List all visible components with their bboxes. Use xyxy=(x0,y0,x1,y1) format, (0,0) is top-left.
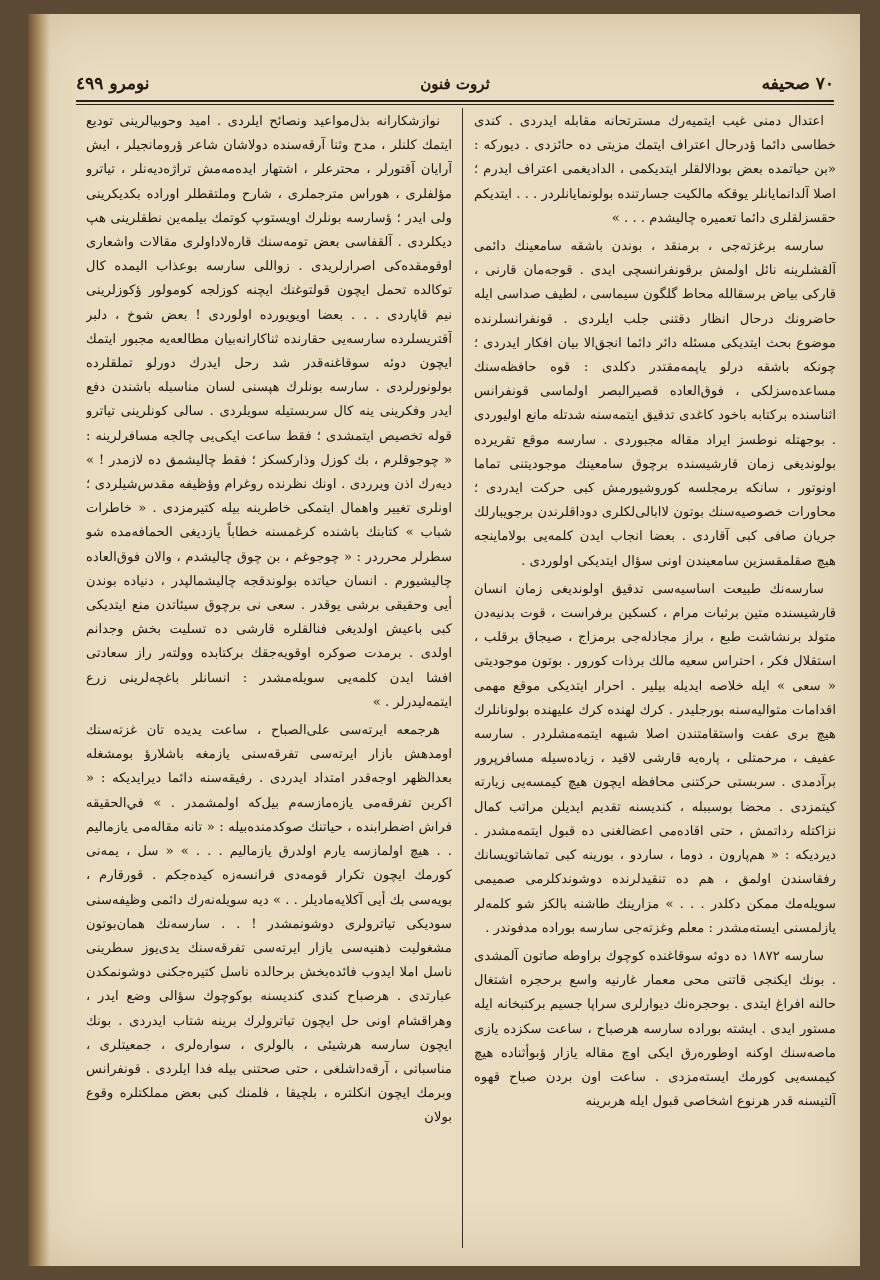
header-rule xyxy=(76,100,834,102)
article-paragraph: نوازشكارانه بذل‌مواعيد ونصائح ايلردى . اميد وحوبيالرينى توديع ايتمك كلنلر ، مدح وثنا آرقه‌سنده دولاشان شاعر ؤرومانجيلر ، ايش آرايان آقتورلر ، محترعلر ، اشتهار ايده‌مه‌مش تراژه‌ديه‌نلر ، تياترو مؤلفلرى ، هوراس مترجملرى ، شارح وملتقطلر اوراده بكديكرينى ولى ايدر ؛ ؤسارسه بونلرك اويستوپ كوتمك بيلمه‌ين نطقلرينى هپ ديكلردى . آلقفاسى بعض تومه‌سنك قاره‌لاداولرى مقالات واشعارى اوقومقده‌كى اصرارلريدى . زواللى سارسه بوعذاب اليمده كال توكالده تحمل ايچون قولتوغنك ايچنه كوزلجه كومولور ؤكوزلرينى نيم قاپاردى . . . بعضا اويويورده اولوردى ! بعض شوخ ، دلبر آقتريسلرده سارسه‌يى حقارنده ثناكارانه‌بيان مطالعه‌يه مجبور ايتمك ايچون دوئه سوقاغنه‌قدر شد رحل ايدرك دورلو تملقلرده بولونورلردى . سارسه بونلرك هپسنى لسان مناسبله باشندن دفع ايدر وفكرينى ينه كال سربستيله سويلردى . سالى كونلرينى تياترو قوله تخصيص ايتمشدى ؛ فقط ساعت ايكى‌يى چالجه مسافرلرينه : « چوجوقلرم ، بك كوزل وذاركسكز ؛ فقط چاليشمق ده لازمدر ! » ديه‌رك اذن ويرردى . اونك نظرنده روغرام وؤظيفه مقدس‌شيلردى ؛ اونلرى تغيير واهمال ايتمكى خاطرينه بيله كتيرمزدى . « خاطرات شباب » كتابنك باشنده كرغمسنه خطاباً يازديغى الحمافه‌مده شو سطرلر محرردر : « چوجوغم ، بن چوق چاليشدم ، والان فوق‌العاده چاليشيورم . انسان حياتده بولوندقجه چاليشمالپدر ، دنياده بوندن أيى وحقيقى برشى يوقدر . سعى نى برچوق سيئاتدن منع ايتديكى كبى باعيش اولديغى فنالقلره قارشى ده تسليت بخش وجدانم اولدى . برمدت صوكره اوقويه‌جقك بركتابده وولته‌ر راز سعادتى افشا ايدن كلمه‌يى سويله‌مشدر : انسانلر باغچه‌لرينى زرع ايتمه‌ليدرلر . » xyxy=(86,114,452,710)
article-paragraph: سارسه ١٨٧٢ ده دوئه سوقاغنده كوچوك براوطه‌ صاتون آلمشدى . بونك ايكنجى قاتنى محى معمار غارنيه واسع برحجره اشتغال حالنه افراغ ايتدى . بوحجره‌نك ديوارلرى سراپا جسيم بركتبخانه ايله مستور ايدى . ايشته بوراده سارسه هرصباح ، ساعت سكزده يازى ماصه‌سنك اوكنه اوطوره‌رق ايكى اوچ مقاله يازار ؤبوأثناده هيچ كيمسه‌يى كورمك ايسته‌مزدى . ساعت اون بردن صباح قهوه آلتيسنه قدر هرنوع اشخاصى قبول ايله هربرينه xyxy=(474,948,836,1110)
issue-number: نومرو ٤٩٩ xyxy=(76,74,150,94)
page-binding-shadow xyxy=(28,14,50,1266)
article-paragraph: اعتدال دمنى غيب ايتميه‌رك مسترتحانه مقابله ايدردى . كندى خطاسى دائما ؤدرحال اعتراف ايتمك مزيتى ده حائزدى . ديوركه : «بن حياتمده بعض بودالالقلر ايتديكمى ، الداديغمى اعتراف ايدرم ؛ اصلا آلدانمايانلر يوقكه مالكيت جسارتنده بولونمايانلردر . . . ايتديكم حقسزلقلرى دائما تعميره چاليشدم . . . » xyxy=(474,114,836,226)
article-paragraph: سارسه‌نك طبيعت اساسيه‌سى تدقيق اولونديغى زمان انسان قارشيسنده متين برثبات مرام ، كسكين برفراست ، قوت بدنيه‌دن متولد برنشاشت طبع ، براز مجادله‌جى برمزاج ، صيجاق برقلب ، استقلال فكر ، احتراس سعيه مالك برذات كورور . بوتون موجوديتى « سعى » ايله خلاصه ايديله بيلير . احرار ايتديكى موقع مهمى اقدامات متواليه‌سنه بورجليدر . كرك لهنده كرك عليهنده بولونانلرك هيچ برى عفت واستقامتندن اصلا شبهه ايتمه‌مشلردر . سارسه عفيف ، مرحمتلى ، پاره‌يه قارشى لاقيد ، زياده‌سيله مسافرپرور برآدمدى . سربستى حركتنى محافظه ايچون هيچ كيمسه‌يى زيارته كيتمزدى . محضا بوسببله ، كنديسنه تقديم ايديلن مراتب كمال نزاكتله رداتمش ، حتى اقاده‌مى اعضالغنى ده قبول ايتمه‌مشدر . ديرديكه : « هم‌پارون ، دوما ، ساردو ، بورينه كبى تماشاتويسانك رفقاسندن اولمق ، هم ده تنقيدلرنده دوشوندكلرمى صميمى سويله‌مك ممكن دكلدر . . . » مزارينك طاشنه بالكز شو كلمه‌لر يازلمسنى ايسته‌مشدر : معلم وغزته‌جى سارسه بوراده مدفوندر . xyxy=(474,581,836,936)
column-divider xyxy=(462,108,463,1248)
page-number-label: ٧٠ صحيفه xyxy=(761,74,834,94)
page-header xyxy=(76,70,834,98)
article-paragraph: هرجمعه ايرته‌سى على‌الصباح ، ساعت يديده تان غزته‌سنك اومدهش بازار ايرته‌سى تفرقه‌سنى يازمغه باشلارؤ بومشغله بعدالظهر اوجه‌قدر امتداد ايدردى . رفيقه‌سنه دائما ديرايديكه : « اكربن تفرقه‌مى يازه‌مازسه‌م بيل‌كه اولمشمدر . » في‌الحقيقه فراش اضطرابنده ، حياتنك صوكدمنده‌بيله : « تانه مقاله‌مى يازماليم . . هيچ اولمازسه يارم اولدرق يازماليم . . . » « سل ، يمه‌نى كورمك ايچون تكرار قومه‌دى فرانسه‌زه كيده‌جكم . قورقارم ، بويه‌سى بك أيى آكلايه‌ماديلر . . » ديه سويله‌نه‌رك دائمى وظيفه‌سنى سوديكى تياترولرى دوشونمشدر ! . . سارسه‌نك همان‌بوتون مشغوليت ذهنيه‌سى بازار ايرته‌سى تفرقه‌سنك يدى‌يوز سطرينى ناسل املا ايدوب فائده‌بخش برحالده ناسل كتيره‌جكنى دوشونمكدن عبارتدى . هرصباح كندى كنديسنه بوكوچوك سؤالى وضع ايدر ، وهراقشام اونى حل ايچون تياترولرك برينه شتاب ايدردى . بونك ايچون سارسه هرشيئى ، بالولرى ، سوارەلرى ، جمعيتلرى ، مناسباتى ، آرقه‌داشلغى ، حتى صحتنى بيله فدا ايلردى . قونفرانس وبرمك ايچون انكلتره ، بلچيقا ، فلمنك كبى بعض مملكتلره وقوع بولان xyxy=(86,723,452,1126)
left-column xyxy=(86,110,452,1250)
header-rule-thin xyxy=(76,104,834,105)
publication-title: ثروت فنون xyxy=(420,75,490,93)
right-column xyxy=(474,110,836,1250)
article-paragraph: سارسه برغزته‌جى ، برمنقد ، بوندن باشقه سامعينك دائمى آلقشلرينه نائل اولمش برقونفرانسچى ايدى . قوجه‌مان قارنى ، قاركى بياض برسقالله محاط گلگون سيماسى ، لطيف صداسى ايله حاضرونك درحال انظار دقتنى جلب ايلردى . قونفرانسلرنده موضوع بحث ايتديكى مسئله دائر دائما انجق‌الا بيان افكار ايدردى ؛ چونكه باشقه درلو ياپمه‌مقتدر دكلدى : قوه حافظه‌سنك مساعده‌سزلكى ، فوق‌العاده قصيرالبصر اولماسى قونفرانس اثناسنده بركتابه باخود كاغدى تدقيق ايتمه‌سنه شدتله مانع اوليوردى . بوجهتله نوطسز ايراد مقاله مجبوردى . سارسه موقع تقريرده بولونديغى زمان قارشيسنده برچوق سامعينك موجوديتنى تماما اونوتور ، سانكه برمجلسه كوروشيورمش كبى حركت ايدردى ؛ محاورات خصوصيه‌سنك بوتون لاابالى‌لكلرى دوداقلرندن برجويبارلك جريان صافى كبى آقاردى . بعضا انجاب ايدن كلمه‌يى بولاماينجه هيچ صقلمقسزين سامعيندن اونى سؤال ايتديكى اولوردى . xyxy=(474,239,836,569)
newspaper-page xyxy=(28,14,860,1266)
